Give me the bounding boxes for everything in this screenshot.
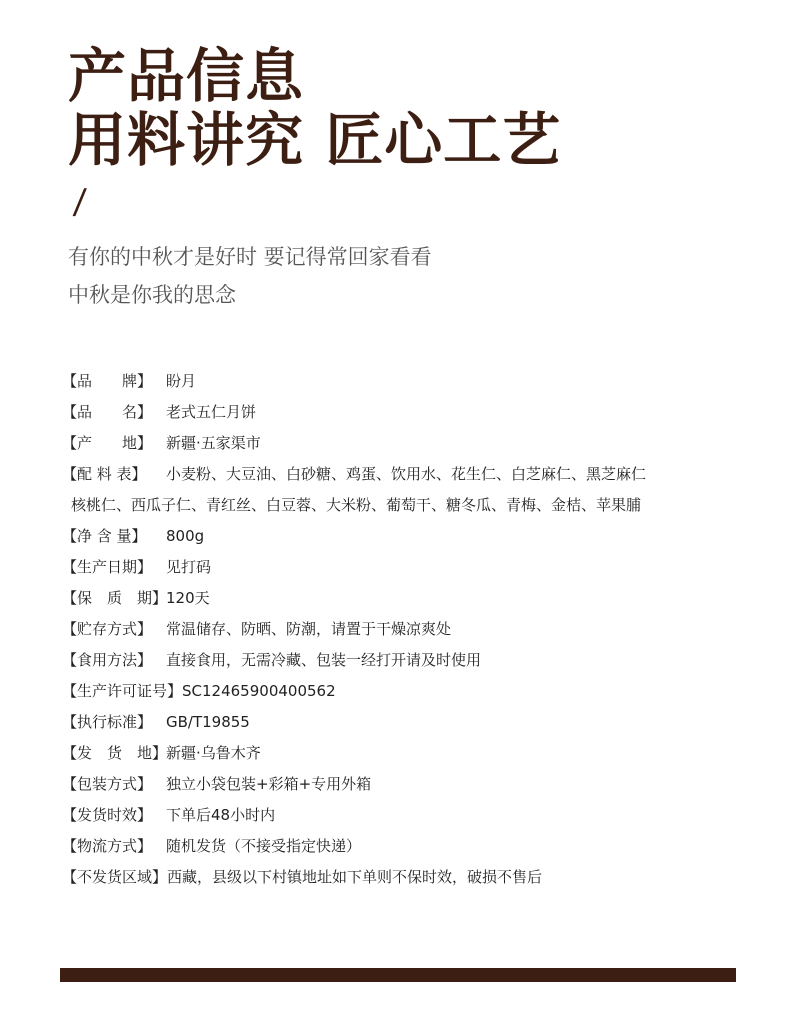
subtitle-line-2: 中秋是你我的思念 xyxy=(68,283,236,307)
spec-label: 【生产许可证号】 xyxy=(62,682,183,700)
spec-row-standard xyxy=(62,707,762,738)
spec-row-ingredients-continued xyxy=(62,490,762,521)
spec-label: 【不发货区域】 xyxy=(62,868,168,886)
spec-label: 【包装方式】 xyxy=(62,775,153,793)
spec-row-product-name xyxy=(62,397,762,428)
spec-value: 随机发货（不接受指定快递） xyxy=(166,837,362,855)
spec-row-ingredients xyxy=(62,459,762,490)
spec-label: 【贮存方式】 xyxy=(62,620,153,638)
spec-row-storage xyxy=(62,614,762,645)
spec-label: 【保 质 期】 xyxy=(62,589,168,607)
spec-value: 核桃仁、西瓜子仁、青红丝、白豆蓉、大米粉、葡萄干、糖冬瓜、青梅、金桔、苹果脯 xyxy=(71,496,642,514)
subtitle xyxy=(68,238,432,314)
spec-value: 新疆·五家渠市 xyxy=(166,434,261,452)
spec-value: GB/T19855 xyxy=(166,713,250,731)
spec-value: 老式五仁月饼 xyxy=(166,403,257,421)
spec-row-origin xyxy=(62,428,762,459)
spec-label: 【净 含 量】 xyxy=(62,527,147,545)
spec-row-ship-from xyxy=(62,738,762,769)
spec-value: 120天 xyxy=(166,589,210,607)
spec-label: 【品 名】 xyxy=(62,403,153,421)
product-spec-list xyxy=(62,366,762,893)
spec-row-brand xyxy=(62,366,762,397)
spec-row-license xyxy=(62,676,762,707)
spec-value: 见打码 xyxy=(166,558,212,576)
spec-row-shipping-time xyxy=(62,800,762,831)
spec-row-logistics xyxy=(62,831,762,862)
subtitle-line-1: 有你的中秋才是好时 要记得常回家看看 xyxy=(68,245,432,269)
spec-value: 800g xyxy=(166,527,205,545)
page-title-line-2: 用料讲究 匠心工艺 xyxy=(68,106,562,174)
spec-label: 【配 料 表】 xyxy=(62,465,147,483)
page-title xyxy=(68,44,561,172)
spec-value: 独立小袋包装+彩箱+专用外箱 xyxy=(166,775,372,793)
spec-row-shelf-life xyxy=(62,583,762,614)
spec-label: 【发 货 地】 xyxy=(62,744,168,762)
spec-row-net-weight xyxy=(62,521,762,552)
spec-label: 【产 地】 xyxy=(62,434,153,452)
spec-value: 直接食用，无需冷藏、包装一经打开请及时使用 xyxy=(166,651,482,669)
spec-row-no-ship-region xyxy=(62,862,762,893)
spec-value: 下单后48小时内 xyxy=(166,806,276,824)
spec-row-production-date xyxy=(62,552,762,583)
spec-row-packaging xyxy=(62,769,762,800)
spec-row-usage xyxy=(62,645,762,676)
page-title-line-1: 产品信息 xyxy=(68,42,305,110)
spec-value: 常温储存、防晒、防潮，请置于干燥凉爽处 xyxy=(166,620,452,638)
decorative-slash: / xyxy=(71,182,88,222)
spec-label: 【食用方法】 xyxy=(62,651,153,669)
spec-label: 【物流方式】 xyxy=(62,837,153,855)
spec-value: 新疆·乌鲁木齐 xyxy=(166,744,261,762)
spec-value: SC12465900400562 xyxy=(182,682,336,700)
spec-label: 【品 牌】 xyxy=(62,372,153,390)
spec-value: 西藏，县级以下村镇地址如下单则不保时效，破损不售后 xyxy=(167,868,543,886)
spec-label: 【生产日期】 xyxy=(62,558,153,576)
spec-value: 盼月 xyxy=(166,372,197,390)
spec-label: 【执行标准】 xyxy=(62,713,153,731)
spec-label: 【发货时效】 xyxy=(62,806,153,824)
spec-value: 小麦粉、大豆油、白砂糖、鸡蛋、饮用水、花生仁、白芝麻仁、黑芝麻仁 xyxy=(166,465,647,483)
bottom-divider-bar xyxy=(60,968,736,982)
